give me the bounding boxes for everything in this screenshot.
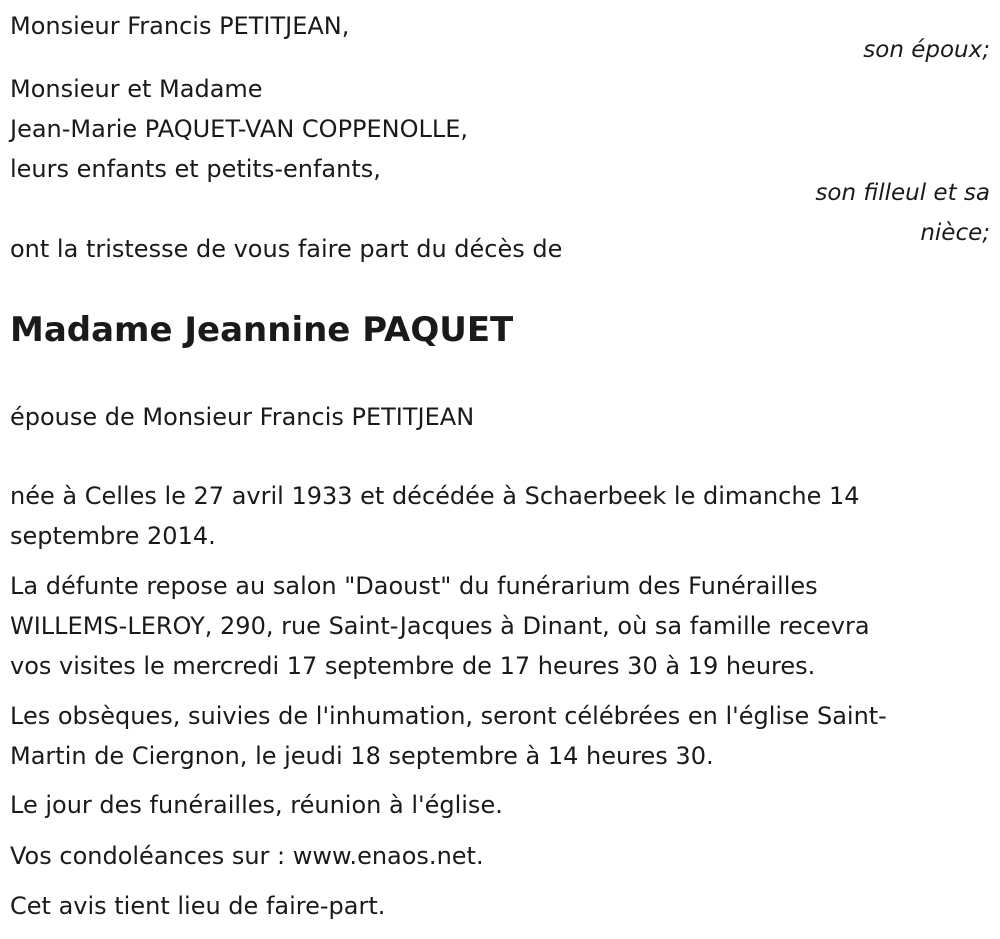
viewing-line2: WILLEMS-LEROY, 290, rue Saint-Jacques à Dinant, où sa famille recevra — [10, 612, 870, 640]
announcement-intro: ont la tristesse de vous faire part du décès de — [10, 235, 563, 263]
spouse-of: épouse de Monsieur Francis PETITJEAN — [10, 403, 475, 431]
birth-death-line1: née à Celles le 27 avril 1933 et décédée à Schaerbeek le dimanche 14 — [10, 482, 860, 510]
spouse-name: Monsieur Francis PETITJEAN, — [10, 12, 350, 40]
couple-name: Jean-Marie PAQUET-VAN COPPENOLLE, — [10, 115, 469, 143]
funeral-line1: Les obsèques, suivies de l'inhumation, seront célébrées en l'église Saint- — [10, 702, 887, 730]
condolences-info: Vos condoléances sur : www.enaos.net. — [10, 842, 484, 870]
viewing-line1: La défunte repose au salon "Daoust" du funérarium des Funérailles — [10, 572, 818, 600]
spouse-relation: son époux; — [863, 37, 990, 63]
meeting-info: Le jour des funérailles, réunion à l'église. — [10, 791, 503, 819]
couple-relation-line2: nièce; — [920, 220, 990, 246]
couple-descendants: leurs enfants et petits-enfants, — [10, 155, 381, 183]
couple-title: Monsieur et Madame — [10, 75, 263, 103]
birth-death-line2: septembre 2014. — [10, 522, 216, 550]
funeral-line2: Martin de Ciergnon, le jeudi 18 septembre à 14 heures 30. — [10, 742, 714, 770]
notice-info: Cet avis tient lieu de faire-part. — [10, 892, 386, 920]
deceased-name: Madame Jeannine PAQUET — [10, 310, 514, 350]
couple-relation-line1: son filleul et sa — [815, 180, 990, 206]
viewing-line3: vos visites le mercredi 17 septembre de 17 heures 30 à 19 heures. — [10, 652, 816, 680]
